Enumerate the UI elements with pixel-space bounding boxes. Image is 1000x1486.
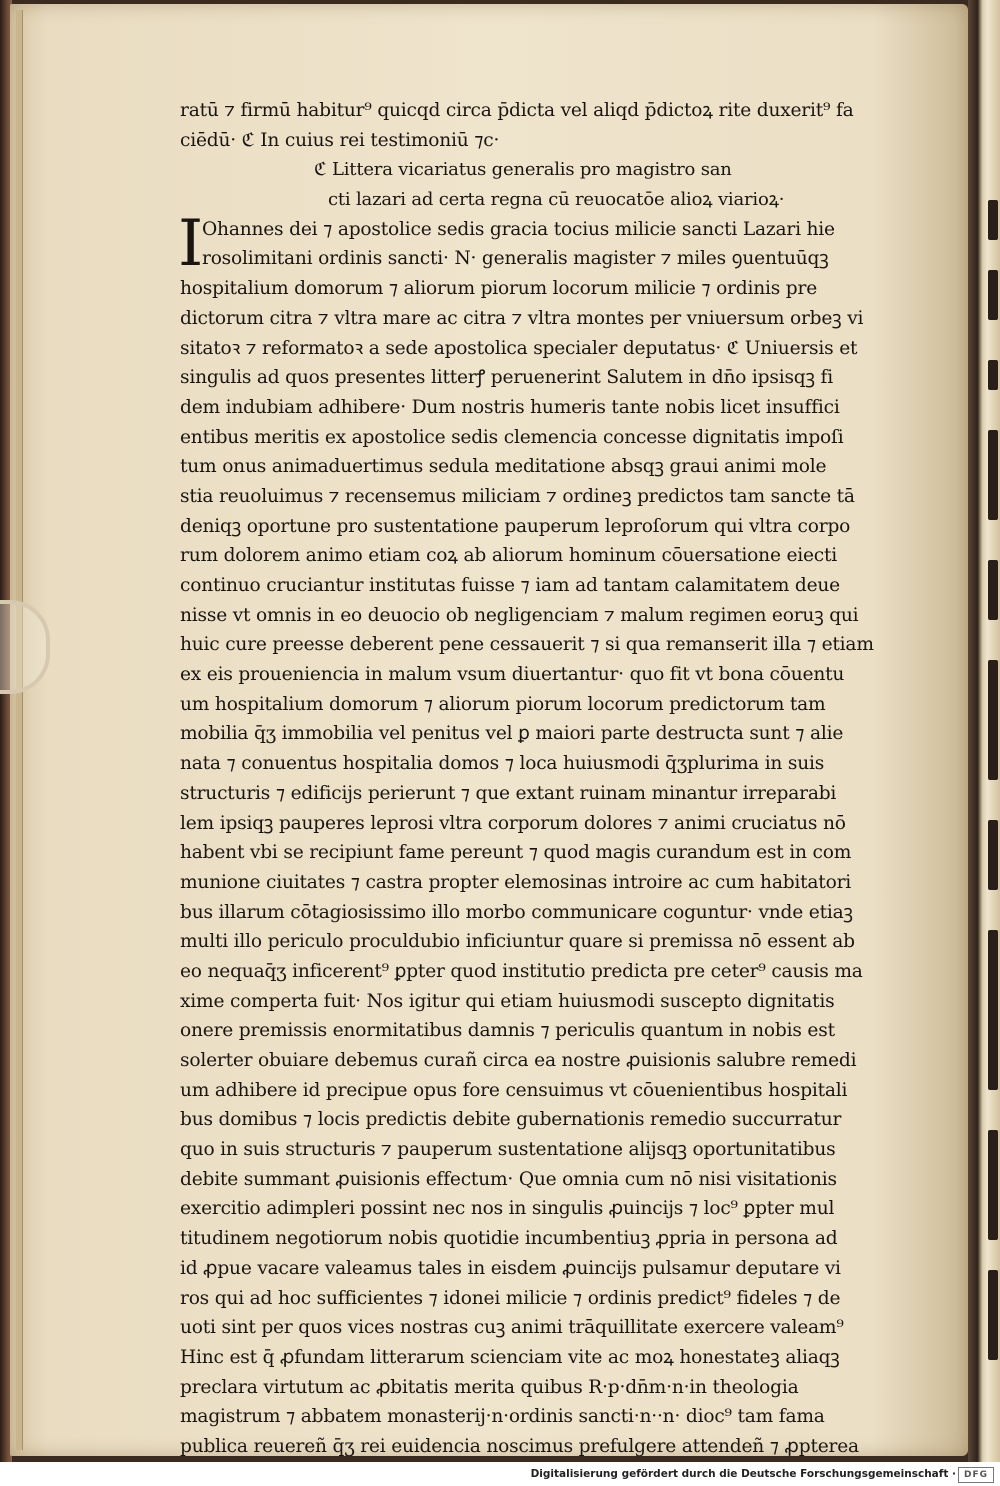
text-line: continuo cruciantur institutas fuisse ⁊ iam ad tantam calamitatem deue [180, 575, 840, 596]
facing-text-fragment [988, 560, 998, 620]
text-line: preclara virtutum ac ꝓbitatis merita quibus R·p·dn̄m·n·in theologia [180, 1376, 799, 1398]
facing-text-fragment [988, 660, 998, 780]
text-line: hospitalium domorum ⁊ aliorum piorum locorum milicie ⁊ ordinis pre [180, 278, 817, 300]
text-line: id ꝓpue vacare valeamus tales in eisdem ꝓuincijs pulsamur deputare vi [180, 1257, 841, 1279]
text-line: deniqꝫ oportune pro sustentatione pauperum leproſorum qui vltra corpo [180, 515, 851, 537]
section-heading-line: ℭ Littera vicariatus generalis pro magistro san [314, 159, 732, 181]
text-line: eo nequaq̄ʒ inficerent⁹ ꝑpter quod institutio predicta pre ceter⁹ causis ma [180, 960, 863, 982]
facing-text-fragment [988, 200, 998, 240]
text-line: sitatoꝛ ⁊ reformatoꝛ a sede apostolica specialer deputatus· ℭ Uniuersis et [180, 337, 858, 359]
text-line: habent vbi se recipiunt fame pereunt ⁊ quod magis curandum est in com [180, 842, 852, 864]
text-line: dictorum citra ⁊ vltra mare ac citra ⁊ vltra montes per vniuersum orbeꝫ vi [180, 307, 864, 329]
facing-text-fragment [988, 360, 998, 390]
text-line: singulis ad quos presentes litterꝭ peruenerint Salutem in dn̄o ipsisqꝫ fi [180, 367, 833, 389]
text-line: bus illarum cōtagiosissimo illo morbo communicare coguntur· vnde etiaꝫ [180, 901, 853, 923]
text-line: entibus meritis ex apostolice sedis clemencia concesse dignitatis impoſi [180, 426, 844, 448]
facing-text-fragment [988, 1130, 998, 1240]
text-line: uoti sint per quos vices nostras cuꝫ animi trāquillitate exercere valeam⁹ [180, 1317, 844, 1339]
text-line: solerter obuiare debemus curañ circa ea nostre ꝓuisionis salubre remedi [180, 1050, 857, 1071]
text-line: um adhibere id precipue opus fore censuimus vt cōuenientibus hospitali [180, 1079, 848, 1101]
text-line: titudinem negotiorum nobis quotidie incumbentiuꝫ ꝓpria in persona ad [180, 1228, 838, 1250]
text-line: ciēdū· ℭ In cuius rei testimoniū ⁊c· [180, 129, 500, 151]
text-line: Ohannes dei ⁊ apostolice sedis gracia tocius milicie sancti Lazari hie [202, 218, 835, 240]
text-line: exercitio adimpleri possint nec nos in singulis ꝓuincijs ⁊ loc⁹ ꝑpter mul [180, 1198, 835, 1220]
text-line: ex eis proueniencia in malum vsum diuertantur· quo fit vt bona cōuentu [180, 664, 845, 686]
facing-text-fragment [988, 430, 998, 520]
text-line: publica reuereñ q̄ʒ rei euidencia noscimus prefulgere attendeñ ⁊ ꝓpterea [180, 1435, 859, 1457]
facing-text-fragment [988, 930, 998, 1090]
text-line: structuris ⁊ edificijs perierunt ⁊ que extant ruinam minantur irreparabi [180, 782, 837, 804]
facing-text-fragment [988, 820, 998, 890]
text-line: Hinc est q̄ ꝓfundam litterarum scienciam vite ac moꝝ honestateꝫ aliaqꝫ [180, 1346, 840, 1368]
text-line: stia reuoluimus ⁊ recensemus miliciam ⁊ ordineꝫ predictos tam sancte tā [180, 485, 855, 507]
text-line: nisse vt omnis in eo deuocio ob negligenciam ⁊ malum regimen eoruꝫ qui [180, 604, 859, 626]
text-line: magistrum ⁊ abbatem monasterij·n·ordinis sancti·n··n· dioc⁹ tam fama [180, 1406, 825, 1428]
text-line: rum dolorem animo etiam coꝝ ab aliorum hominum cōuersatione eiecti [180, 545, 838, 567]
facing-text-fragment [988, 1270, 998, 1360]
text-line: um hospitalium domorum ⁊ aliorum piorum locorum predictorum tam [180, 693, 826, 715]
text-line: xime comperta fuit· Nos igitur qui etiam huiusmodi suscepto dignitatis [180, 990, 835, 1012]
dfg-logo: DFG [958, 1467, 994, 1483]
text-line: huic cure preesse deberent pene cessauerit ⁊ si qua remanserit illa ⁊ etiam [180, 634, 874, 656]
text-line: ros qui ad hoc sufficientes ⁊ idonei milicie ⁊ ordinis predict⁹ fideles ⁊ de [180, 1287, 841, 1309]
text-line: munione ciuitates ⁊ castra propter elemosinas introire ac cum habitatori [180, 871, 852, 893]
text-line: quo in suis structuris ⁊ pauperum sustentatione alijsqꝫ oportunitatibus [180, 1139, 836, 1161]
text-line: dem indubiam adhibere· Dum nostris humeris tante nobis licet insuffici [180, 396, 840, 418]
funding-credit: Digitalisierung gefördert durch die Deutsche Forschungsgemeinschaft · [530, 1468, 956, 1480]
text-line: multi illo periculo proculdubio inficiuntur quare si premissa nō essent ab [180, 931, 855, 953]
text-line: rosolimitani ordinis sancti· N· generalis magister ⁊ miles ꝯuentuūqꝫ [202, 248, 829, 270]
text-line: onere premissis enormitatibus damnis ⁊ periculis quantum in nobis est [180, 1020, 835, 1042]
digitization-footer [0, 1462, 1000, 1486]
text-line: debite summant ꝓuisionis effectum· Que omnia cum nō nisi visitationis [180, 1168, 837, 1190]
text-line: ratū ⁊ firmū habitur⁹ quicqd circa p̄dicta vel aliqd p̄dictoꝝ rite duxerit⁹ fa [180, 100, 854, 121]
gutter-strip [16, 10, 23, 1450]
text-line: nata ⁊ conuentus hospitalia domos ⁊ loca huiusmodi q̄ʒplurima in suis [180, 753, 825, 775]
facing-text-fragment [988, 270, 998, 320]
text-line: tum onus animaduertimus sedula meditatione absqꝫ graui animi mole [180, 456, 827, 478]
section-heading-line: cti lazari ad certa regna cū reuocatōe alioꝝ viarioꝝ· [328, 189, 785, 211]
facing-page-edge [968, 0, 1000, 1462]
text-line: bus domibus ⁊ locis predictis debite gubernationis remedio succurratur [180, 1109, 842, 1131]
text-line: lem ipsiqꝫ pauperes leprosi vltra corporum dolores ⁊ animi cruciatus nō [180, 812, 846, 834]
printed-text-block [180, 96, 900, 1462]
text-line: mobilia q̄ʒ immobilia vel penitus vel ꝑ maiori parte destructa sunt ⁊ alie [180, 723, 844, 745]
drop-initial: I [178, 207, 204, 281]
